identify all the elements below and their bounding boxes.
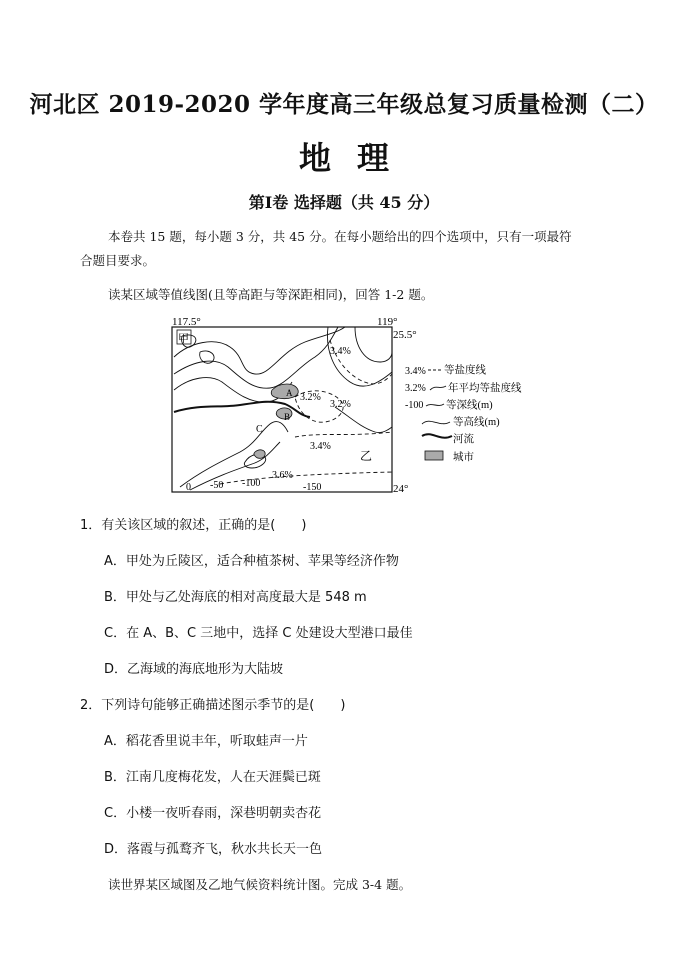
legend-text-3: 等深线(m)	[446, 400, 493, 411]
salinity-label-5: 3.6%	[272, 470, 293, 481]
legend-text-6: 城市	[453, 452, 474, 463]
legend-text-4: 等高线(m)	[453, 417, 500, 428]
subject-title: 地理	[298, 139, 415, 177]
lon-left-label: 117.5°	[172, 316, 201, 328]
section-title: 第Ⅰ卷 选择题（共 45 分）	[248, 193, 440, 212]
instructions-line-2: 合题目要求。	[80, 253, 156, 268]
exam-title: 河北区 2019-2020 学年度高三年级总复习质量检测（二）	[29, 91, 659, 118]
map-question-prompt: 读某区域等值线图(且等高距与等深距相同)，回答 1-2 题。	[108, 287, 434, 302]
question-1-option-b[interactable]: B．甲处与乙处海底的相对高度最大是 548 m	[104, 590, 367, 605]
legend-text-2: 年平均等盐度线	[448, 383, 522, 394]
place-jia-label: 甲	[178, 333, 189, 345]
question-2-option-d[interactable]: D．落霞与孤鹜齐飞，秋水共长天一色	[104, 842, 323, 857]
point-a-label: A	[286, 388, 293, 398]
contour-lines	[174, 327, 345, 402]
question-1-option-c[interactable]: C．在 A、B、C 三地中，选择 C 处建设大型港口最佳	[104, 626, 413, 641]
depth-label-100: -100	[242, 478, 261, 489]
place-yi-label: 乙	[360, 449, 373, 463]
depth-label-150: -150	[303, 482, 322, 493]
legend-text-5: 河流	[453, 434, 474, 445]
salinity-label-3: 3.2%	[330, 399, 351, 410]
legend-sample-2: 3.2%	[405, 383, 426, 394]
lon-right-label: 119°	[377, 316, 398, 328]
legend-sample-3: -100	[405, 400, 424, 411]
salinity-label-2: 3.2%	[300, 392, 321, 403]
map-legend	[405, 363, 522, 463]
lat-top-label: 25.5°	[393, 329, 417, 341]
instructions-line-1: 本卷共 15 题，每小题 3 分，共 45 分。在每小题给出的四个选项中，只有一项最符	[108, 229, 572, 244]
question-2-option-c[interactable]: C．小楼一夜听春雨，深巷明朝卖杏花	[104, 806, 322, 821]
question-1-stem: 1．有关该区域的叙述，正确的是( )	[80, 518, 307, 533]
point-b-label: B	[284, 412, 291, 422]
legend-text-1: 等盐度线	[444, 365, 486, 376]
salinity-label-1: 3.4%	[330, 346, 351, 357]
depth-label-50: -50	[210, 480, 224, 491]
point-c-label: C	[256, 424, 263, 435]
contour-map-figure	[160, 312, 560, 497]
next-question-prompt: 读世界某区域图及乙地气候资料统计图。完成 3-4 题。	[108, 877, 412, 892]
question-2-option-b[interactable]: B．江南几度梅花发，人在天涯鬓已斑	[104, 770, 321, 785]
question-2-option-a[interactable]: A．稻花香里说丰年，听取蛙声一片	[104, 734, 308, 749]
question-2-stem: 2．下列诗句能够正确描述图示季节的是( )	[80, 698, 346, 713]
question-1-option-a[interactable]: A．甲处为丘陵区，适合种植茶树、苹果等经济作物	[104, 554, 399, 569]
salinity-label-4: 3.4%	[310, 441, 331, 452]
lat-bottom-label: 24°	[393, 483, 409, 495]
legend-sample-1: 3.4%	[405, 366, 426, 377]
question-1-option-d[interactable]: D．乙海域的海底地形为大陆坡	[104, 662, 284, 677]
depth-label-0: 0	[186, 482, 191, 493]
